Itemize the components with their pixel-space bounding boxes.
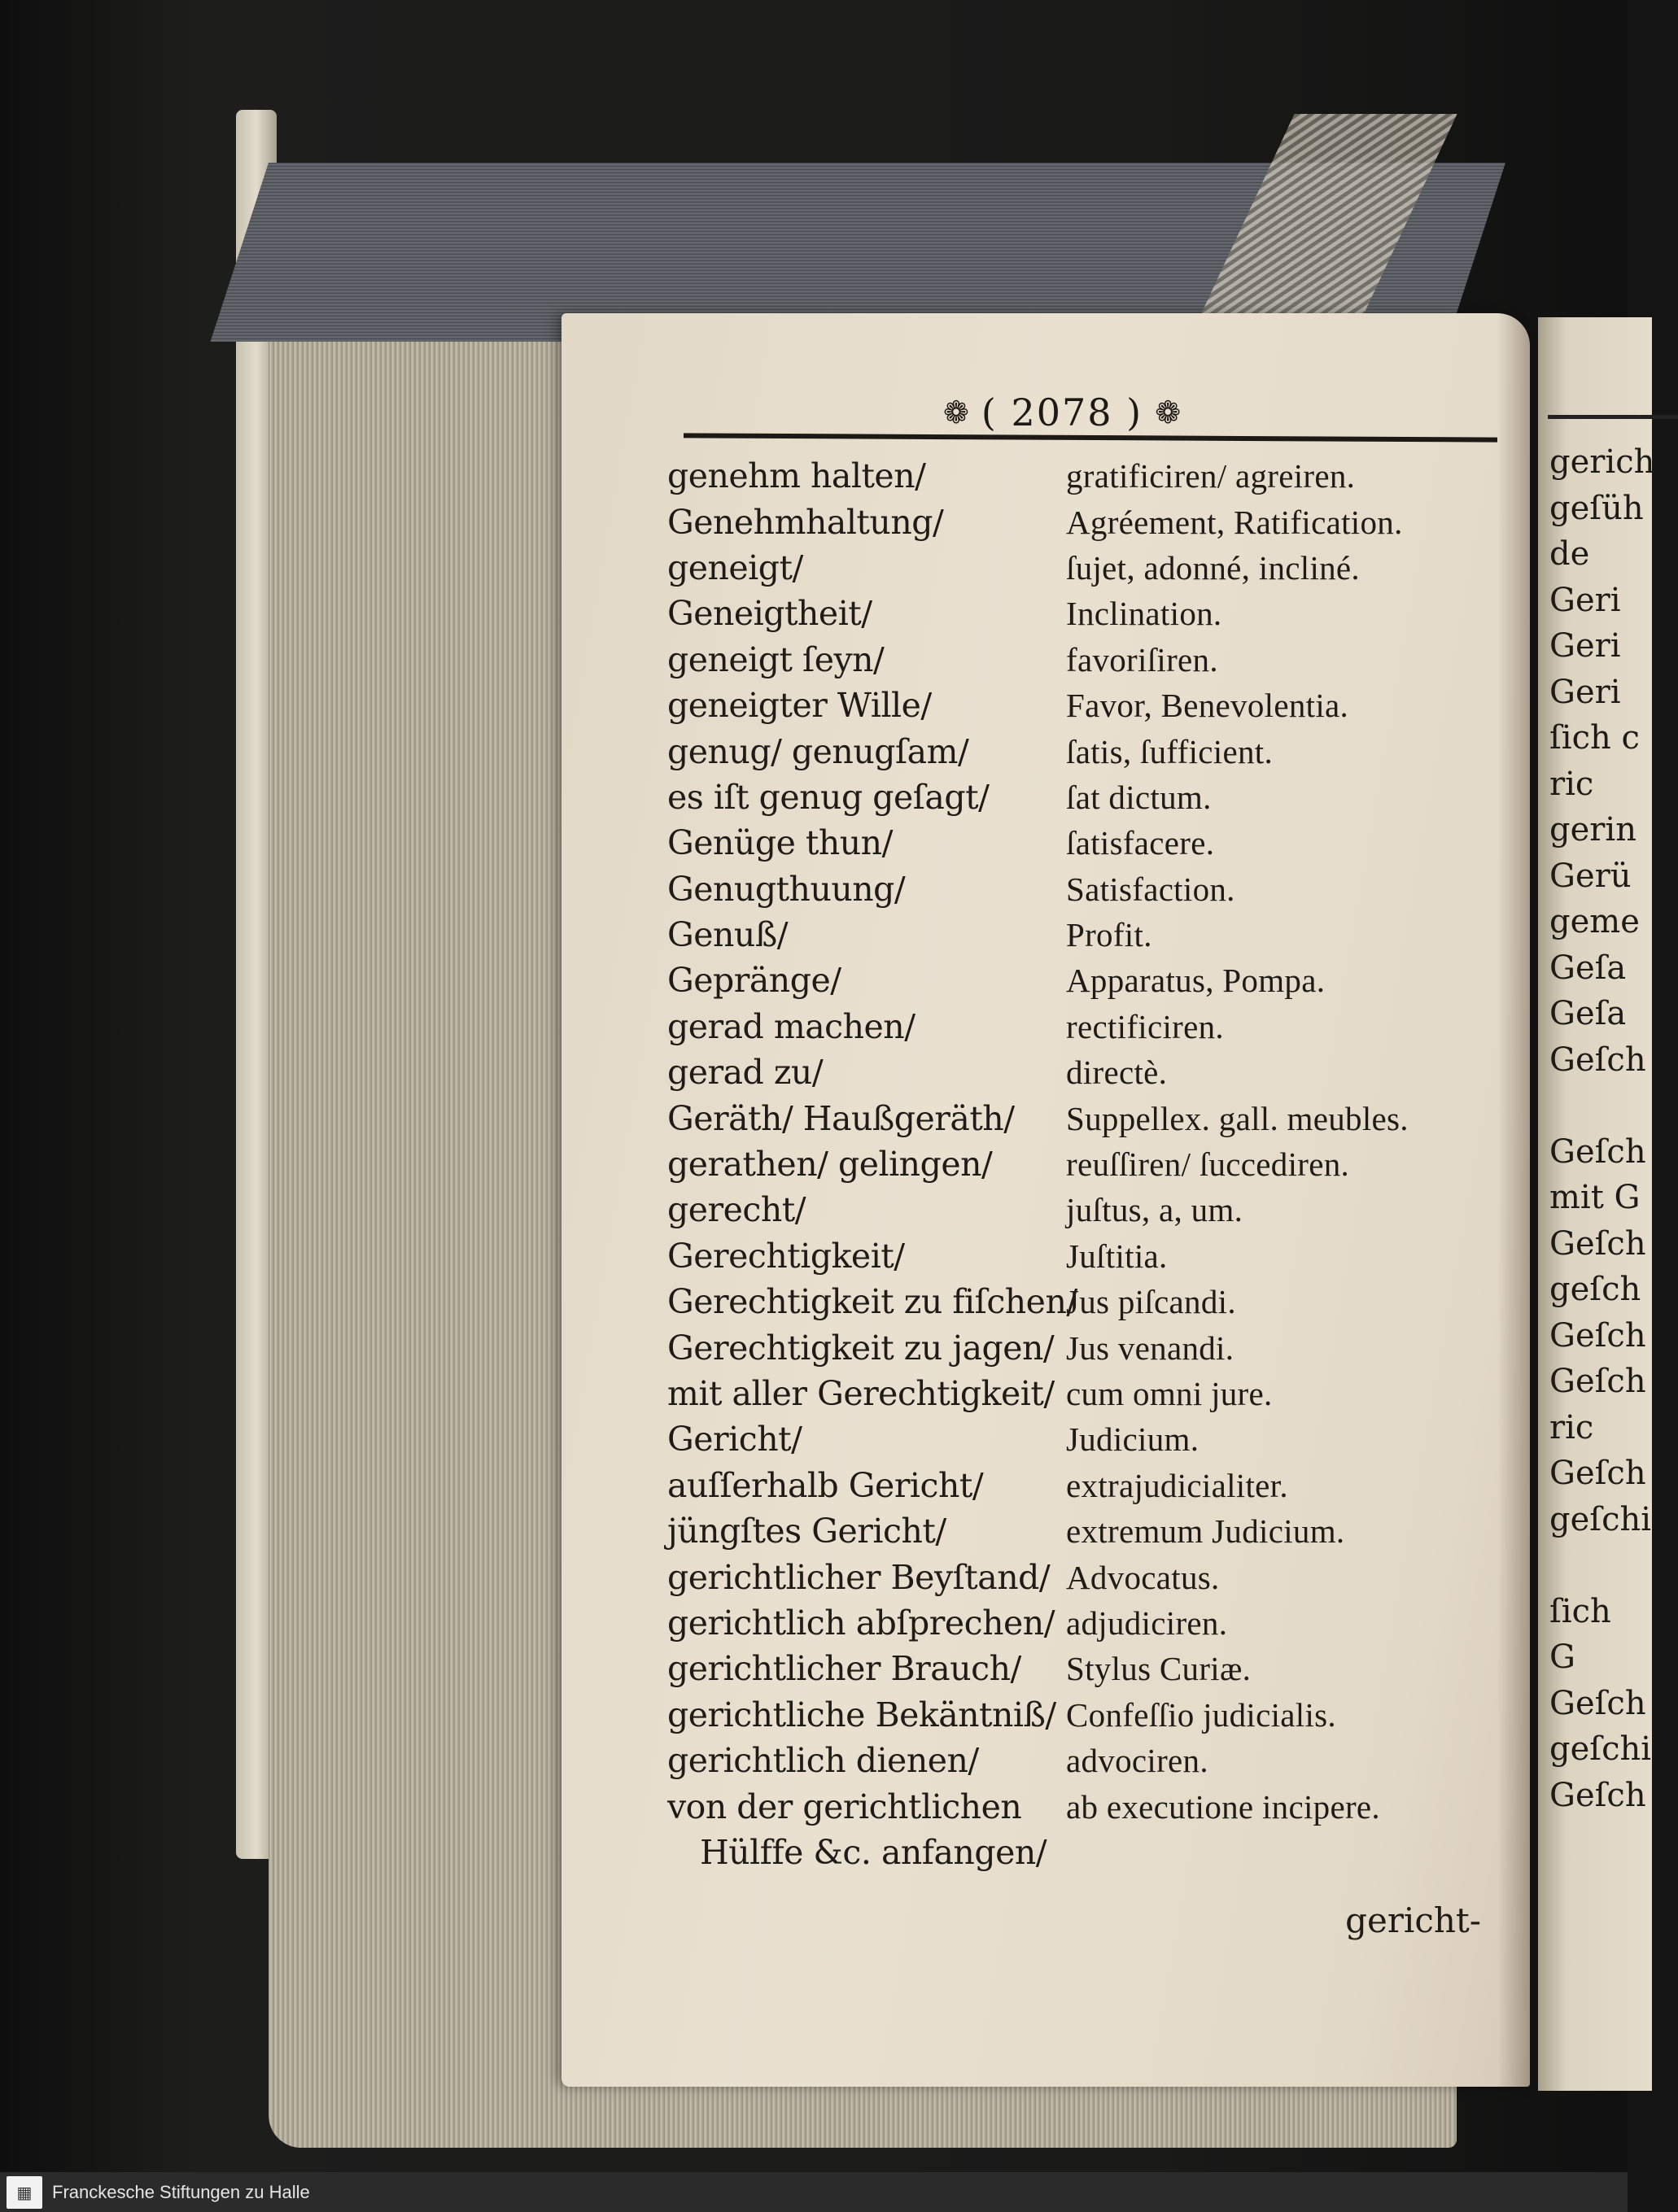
facing-page-line: ric — [1549, 1408, 1594, 1446]
german-term: Hülffe &c. anfangen/ — [700, 1832, 1047, 1872]
latin-french-term: directè. — [1066, 1054, 1168, 1092]
entry-row — [667, 545, 1530, 591]
german-term: auſſerhalb Gericht/ — [667, 1465, 984, 1505]
german-term: Geräth/ Haußgeräth/ — [667, 1098, 1015, 1138]
german-term: Gericht/ — [667, 1420, 802, 1459]
facing-page-line: Geſa — [1549, 949, 1627, 987]
facing-page-line: Geri — [1549, 581, 1621, 619]
facing-page-line: ſich c — [1549, 719, 1640, 757]
facing-page-line: geme — [1549, 903, 1640, 940]
entry-row — [667, 1324, 1530, 1370]
facing-page-line: Geſch — [1549, 1132, 1646, 1171]
german-term: geneigter Wille/ — [667, 686, 932, 726]
german-term: jüngſtes Gericht/ — [667, 1512, 946, 1551]
german-term: Genehmhaltung/ — [667, 502, 944, 542]
entry-row — [667, 1095, 1530, 1141]
entry-row — [667, 1141, 1530, 1187]
entry-row — [667, 1416, 1530, 1462]
facing-page-line: ſich — [1549, 1592, 1611, 1630]
footer-bar — [0, 2172, 1628, 2212]
german-term: geneigt/ — [667, 548, 803, 587]
facing-page-line — [1549, 1542, 1663, 1589]
german-term: Gerechtigkeit zu jagen/ — [667, 1328, 1055, 1368]
footer-institution: Franckesche Stiftungen zu Halle — [52, 2181, 310, 2202]
facing-page-line: Geſch — [1549, 1224, 1646, 1263]
german-term: Genüge thun/ — [667, 823, 893, 863]
entry-row — [667, 453, 1530, 499]
entry-row — [667, 958, 1530, 1003]
german-term: Gerechtigkeit zu fiſchen/ — [667, 1282, 1077, 1322]
entry-row — [667, 1783, 1530, 1829]
german-term: es iſt genug geſagt/ — [667, 777, 990, 817]
german-term: Gepränge/ — [667, 961, 841, 1001]
facing-page-line: Gerü — [1549, 857, 1632, 895]
latin-french-term: Judicium. — [1066, 1420, 1200, 1459]
latin-french-term: Inclination. — [1066, 595, 1222, 633]
german-term: gerichtlich abſprechen/ — [667, 1603, 1055, 1643]
facing-page-line: Geſch — [1549, 1041, 1646, 1079]
page-number: ( 2078 ) — [981, 390, 1143, 434]
ornament-left-icon: ❁ — [942, 395, 969, 430]
facing-page-line: ric — [1549, 765, 1594, 803]
entry-row — [667, 1830, 1530, 1875]
latin-french-term: Advocatus. — [1066, 1558, 1220, 1596]
entry-row — [667, 1371, 1530, 1416]
latin-french-term: Confeſſio judicialis. — [1066, 1695, 1336, 1734]
facing-page-line: geſch — [1549, 1271, 1641, 1308]
facing-page-line: geſchi — [1549, 1500, 1652, 1538]
german-term: gerad machen/ — [667, 1006, 915, 1046]
latin-french-term: reuſſiren/ ſuccediren. — [1066, 1145, 1350, 1184]
latin-french-term: rectificiren. — [1066, 1007, 1224, 1045]
german-term: geneigt ſeyn/ — [667, 639, 885, 679]
latin-french-term: Suppellex. gall. meubles. — [1066, 1099, 1409, 1137]
latin-french-term: favoriſiren. — [1066, 640, 1218, 678]
latin-french-term: ab executione incipere. — [1066, 1787, 1380, 1826]
latin-french-term: ſatis, ſufficient. — [1066, 732, 1274, 770]
german-term: Genuß/ — [667, 915, 789, 955]
dictionary-page — [562, 313, 1530, 2087]
facing-page-line: gerich — [1549, 443, 1655, 481]
entry-row — [667, 499, 1530, 544]
german-term: gerichtlicher Beyſtand/ — [667, 1557, 1051, 1597]
page-header — [562, 390, 1530, 434]
ornament-right-icon: ❁ — [1155, 395, 1182, 430]
facing-page-line: Geſch — [1549, 1776, 1646, 1814]
facing-page-line: Geſch — [1549, 1455, 1646, 1492]
facing-page-rule — [1548, 415, 1678, 419]
german-term: mit aller Gerechtigkeit/ — [667, 1374, 1055, 1413]
facing-page-line: Geſch — [1549, 1316, 1646, 1355]
page-number-value: 2078 — [1011, 390, 1113, 434]
latin-french-term: gratificiren/ agreiren. — [1066, 457, 1356, 495]
entry-row — [667, 866, 1530, 912]
facing-page-line: Geri — [1549, 673, 1621, 711]
facing-page-line — [1549, 1083, 1663, 1129]
facing-page-line: Geſch — [1549, 1684, 1646, 1722]
entry-row — [667, 1738, 1530, 1783]
facing-page — [1538, 317, 1655, 2091]
facing-page-line: geſchi — [1549, 1730, 1652, 1768]
facing-page-line: G — [1549, 1638, 1575, 1676]
latin-french-term: ſat dictum. — [1066, 778, 1212, 816]
latin-french-term: Juſtitia. — [1066, 1237, 1168, 1275]
entry-row — [667, 1600, 1530, 1646]
latin-french-term: adjudiciren. — [1066, 1603, 1228, 1642]
german-term: Genugthuung/ — [667, 869, 906, 909]
facing-page-line: geſüh — [1549, 489, 1644, 527]
latin-french-term: Agréement, Ratification. — [1066, 503, 1403, 541]
german-term: gerichtlicher Brauch/ — [667, 1649, 1021, 1689]
entry-row — [667, 637, 1530, 683]
facing-page-line: mit G — [1549, 1179, 1641, 1216]
entry-row — [667, 728, 1530, 774]
facing-page-line: Geſa — [1549, 995, 1627, 1032]
latin-french-term: ſatisfacere. — [1066, 824, 1215, 862]
dictionary-entries — [667, 453, 1530, 1875]
latin-french-term: juſtus, a, um. — [1066, 1191, 1243, 1229]
entry-row — [667, 1233, 1530, 1279]
latin-french-term: extrajudicialiter. — [1066, 1466, 1288, 1504]
latin-french-term: Jus venandi. — [1066, 1329, 1234, 1367]
facing-page-line: Geri — [1549, 627, 1621, 665]
german-term: Gerechtigkeit/ — [667, 1236, 905, 1276]
entry-row — [667, 1692, 1530, 1738]
facing-page-line: Geſch — [1549, 1363, 1646, 1400]
latin-french-term: ſujet, adonné, incliné. — [1066, 548, 1360, 587]
entry-row — [667, 774, 1530, 820]
latin-french-term: Jus piſcandi. — [1066, 1283, 1236, 1321]
german-term: gerichtliche Bekäntniß/ — [667, 1695, 1056, 1734]
entry-row — [667, 1004, 1530, 1049]
entry-row — [667, 591, 1530, 636]
entry-row — [667, 1646, 1530, 1691]
entry-row — [667, 1508, 1530, 1554]
latin-french-term: advociren. — [1066, 1742, 1208, 1780]
header-rule — [684, 433, 1497, 442]
latin-french-term: Apparatus, Pompa. — [1066, 962, 1326, 1000]
facing-page-line: de — [1549, 535, 1590, 573]
latin-french-term: Profit. — [1066, 916, 1152, 954]
german-term: gerathen/ gelingen/ — [667, 1145, 993, 1185]
entry-row — [667, 1049, 1530, 1095]
german-term: gerecht/ — [667, 1190, 806, 1230]
latin-french-term: Favor, Benevolentia. — [1066, 687, 1349, 725]
entry-row — [667, 1187, 1530, 1233]
latin-french-term: cum omni jure. — [1066, 1375, 1273, 1412]
entry-row — [667, 912, 1530, 958]
franckesche-stiftungen-logo-icon: ▦ — [7, 2176, 42, 2209]
latin-french-term: Satisfaction. — [1066, 870, 1235, 908]
german-term: Geneigtheit/ — [667, 594, 872, 634]
catchword: gericht- — [1345, 1900, 1481, 1940]
german-term: genehm halten/ — [667, 456, 926, 496]
entry-row — [667, 820, 1530, 866]
entry-row — [667, 683, 1530, 728]
german-term: gerad zu/ — [667, 1053, 824, 1093]
german-term: genug/ genugſam/ — [667, 731, 969, 771]
facing-page-text — [1549, 439, 1663, 1818]
entry-row — [667, 1554, 1530, 1599]
german-term: von der gerichtlichen — [667, 1787, 1022, 1826]
german-term: gerichtlich dienen/ — [667, 1741, 979, 1781]
entry-row — [667, 1279, 1530, 1324]
latin-french-term: Stylus Curiæ. — [1066, 1650, 1252, 1688]
entry-row — [667, 1463, 1530, 1508]
facing-page-line: gerin — [1549, 811, 1636, 849]
latin-french-term: extremum Judicium. — [1066, 1512, 1345, 1551]
